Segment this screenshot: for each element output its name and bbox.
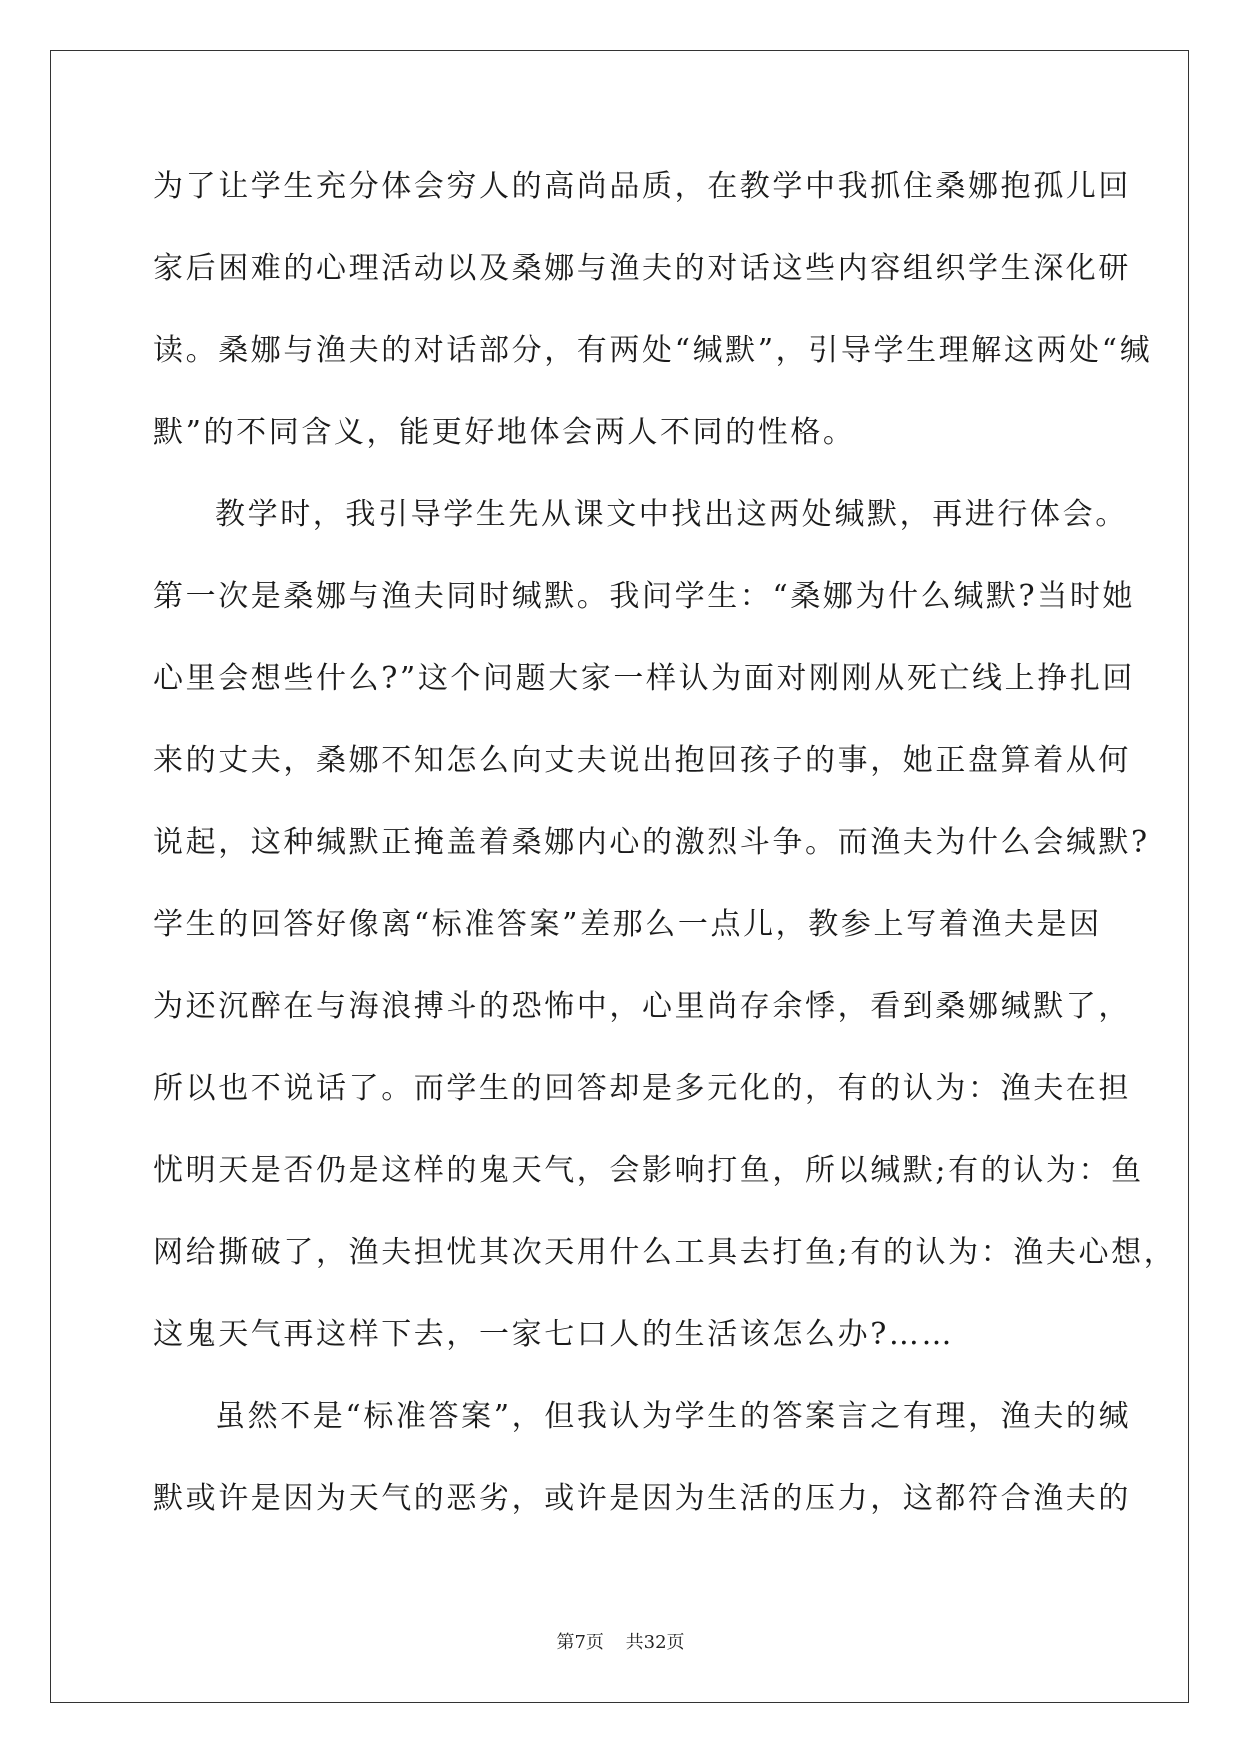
text-line: 说起，这种缄默正掩盖着桑娜内心的激烈斗争。而渔夫为什么会缄默? <box>153 825 1150 860</box>
text-line: 家后困难的心理活动以及桑娜与渔夫的对话这些内容组织学生深化研 <box>153 251 1131 286</box>
text-line: 为了让学生充分体会穷人的高尚品质，在教学中我抓住桑娜抱孤儿回 <box>153 169 1131 204</box>
text-line: 网给撕破了，渔夫担忧其次天用什么工具去打鱼;有的认为：渔夫心想， <box>153 1235 1177 1270</box>
page-total: 共32页 <box>625 1632 685 1653</box>
text-line: 默或许是因为天气的恶劣，或许是因为生活的压力，这都符合渔夫的 <box>153 1481 1131 1516</box>
text-line: 为还沉醉在与海浪搏斗的恐怖中，心里尚存余悸，看到桑娜缄默了， <box>153 989 1131 1024</box>
text-line: 读。桑娜与渔夫的对话部分，有两处“缄默”，引导学生理解这两处“缄 <box>153 333 1153 368</box>
paragraph-first-line: 教学时，我引导学生先从课文中找出这两处缄默，再进行体会。 <box>215 497 1128 532</box>
text-line: 第一次是桑娜与渔夫同时缄默。我问学生：“桑娜为什么缄默?当时她 <box>153 579 1136 614</box>
text-line: 这鬼天气再这样下去，一家七口人的生活该怎么办?…… <box>153 1317 955 1352</box>
page-footer <box>0 1628 1241 1654</box>
text-line: 心里会想些什么?”这个问题大家一样认为面对刚刚从死亡线上挣扎回 <box>153 661 1136 696</box>
text-line: 学生的回答好像离“标准答案”差那么一点儿，教参上写着渔夫是因 <box>153 907 1102 942</box>
text-line: 来的丈夫，桑娜不知怎么向丈夫说出抱回孩子的事，她正盘算着从何 <box>153 743 1131 778</box>
page-number: 第7页 <box>556 1632 604 1653</box>
text-line: 默”的不同含义，能更好地体会两人不同的性格。 <box>153 415 856 450</box>
text-line: 所以也不说话了。而学生的回答却是多元化的，有的认为：渔夫在担 <box>153 1071 1131 1106</box>
text-line: 忧明天是否仍是这样的鬼天气，会影响打鱼，所以缄默;有的认为：鱼 <box>153 1153 1144 1188</box>
document-body <box>153 156 1177 1550</box>
paragraph-first-line: 虽然不是“标准答案”，但我认为学生的答案言之有理，渔夫的缄 <box>215 1399 1132 1434</box>
